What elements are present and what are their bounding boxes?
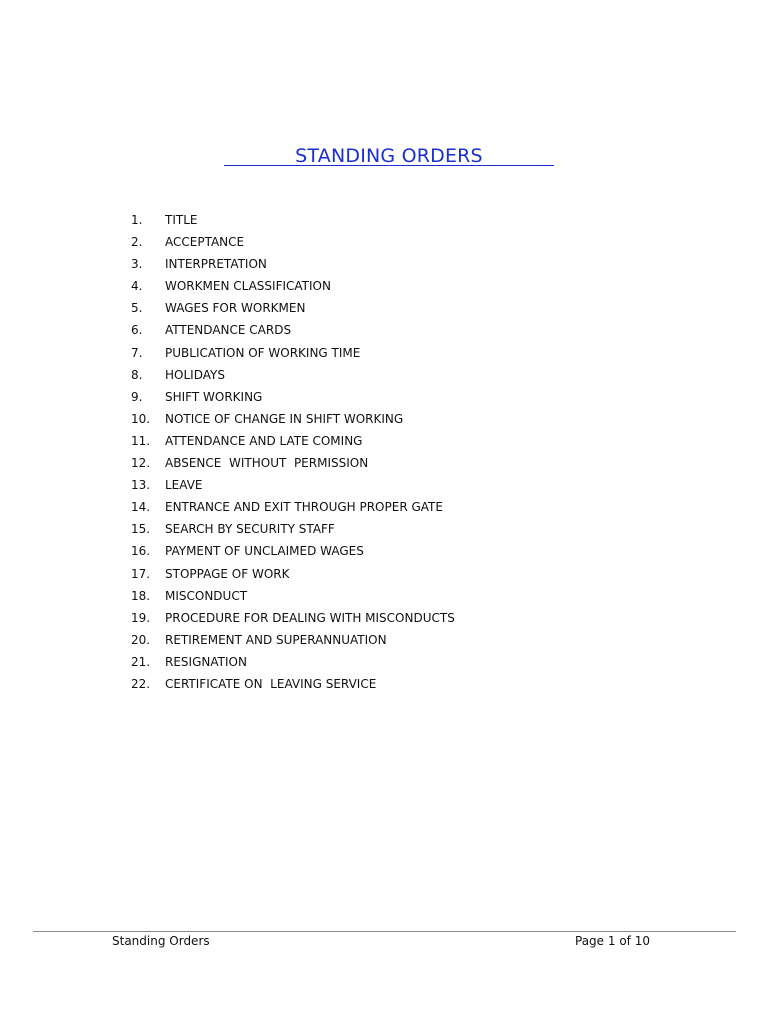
list-item-label: ABSENCE WITHOUT PERMISSION <box>165 456 369 471</box>
list-item-number: 3. <box>131 257 143 272</box>
list-item-number: 17. <box>131 566 151 581</box>
list-item <box>131 211 631 233</box>
list-item-number: 19. <box>131 610 151 625</box>
list-item <box>131 299 631 321</box>
list-item-label: TITLE <box>165 213 198 227</box>
list-item-label: HOLIDAYS <box>165 367 225 382</box>
list-item-label: ENTRANCE AND EXIT THROUGH PROPER GATE <box>165 500 443 515</box>
list-item-label: NOTICE OF CHANGE IN SHIFT WORKING <box>165 411 404 426</box>
list-item-label: STOPPAGE OF WORK <box>165 566 290 581</box>
list-item <box>131 565 631 587</box>
list-item <box>131 675 631 697</box>
list-item-number: 18. <box>131 588 151 603</box>
list-item <box>131 520 631 542</box>
list-item-label: ATTENDANCE AND LATE COMING <box>165 433 363 448</box>
list-item-label: LEAVE <box>165 478 203 493</box>
list-item <box>131 277 631 299</box>
list-item-label: SHIFT WORKING <box>165 389 263 404</box>
list-item <box>131 255 631 277</box>
page-title: STANDING ORDERS <box>295 145 483 167</box>
list-item-number: 14. <box>131 500 151 515</box>
list-item-label: MISCONDUCT <box>165 588 248 603</box>
list-item-number: 12. <box>131 456 151 471</box>
list-item-label: ATTENDANCE CARDS <box>165 323 292 338</box>
list-item-label: INTERPRETATION <box>165 257 267 272</box>
list-item-number: 7. <box>131 345 143 360</box>
list-item <box>131 410 631 432</box>
list-item-label: RETIREMENT AND SUPERANNUATION <box>165 632 387 647</box>
contents-list <box>131 211 631 697</box>
list-item <box>131 432 631 454</box>
list-item <box>131 631 631 653</box>
list-item-label: SEARCH BY SECURITY STAFF <box>165 522 335 537</box>
list-item <box>131 609 631 631</box>
list-item-label: PAYMENT OF UNCLAIMED WAGES <box>165 544 364 559</box>
list-item-number: 22. <box>131 676 151 691</box>
list-item <box>131 653 631 675</box>
list-item-number: 4. <box>131 279 143 294</box>
list-item <box>131 587 631 609</box>
list-item <box>131 454 631 476</box>
list-item <box>131 366 631 388</box>
list-item <box>131 388 631 410</box>
list-item-number: 8. <box>131 367 143 382</box>
list-item-number: 15. <box>131 522 151 537</box>
list-item-number: 9. <box>131 389 143 404</box>
title-underline <box>224 165 554 166</box>
list-item-label: PROCEDURE FOR DEALING WITH MISCONDUCTS <box>165 610 455 625</box>
footer-document-name: Standing Orders <box>112 934 210 948</box>
list-item <box>131 476 631 498</box>
list-item-number: 20. <box>131 632 151 647</box>
list-item-label: WORKMEN CLASSIFICATION <box>165 279 331 294</box>
list-item-number: 11. <box>131 433 151 448</box>
list-item-number: 16. <box>131 544 151 559</box>
list-item-label: PUBLICATION OF WORKING TIME <box>165 345 361 360</box>
list-item <box>131 233 631 255</box>
list-item-number: 6. <box>131 323 143 338</box>
list-item-label: RESIGNATION <box>165 654 247 669</box>
list-item-number: 2. <box>131 235 143 250</box>
list-item-label: ACCEPTANCE <box>165 235 245 250</box>
list-item-number: 1. <box>131 213 143 227</box>
list-item-number: 10. <box>131 411 151 426</box>
list-item-number: 13. <box>131 478 151 493</box>
list-item-number: 5. <box>131 301 143 316</box>
list-item-label: WAGES FOR WORKMEN <box>165 301 306 316</box>
list-item <box>131 321 631 343</box>
list-item <box>131 542 631 564</box>
list-item-label: CERTIFICATE ON LEAVING SERVICE <box>165 676 377 691</box>
list-item-number: 21. <box>131 654 151 669</box>
footer-page-number: Page 1 of 10 <box>575 934 650 948</box>
list-item <box>131 498 631 520</box>
list-item <box>131 344 631 366</box>
